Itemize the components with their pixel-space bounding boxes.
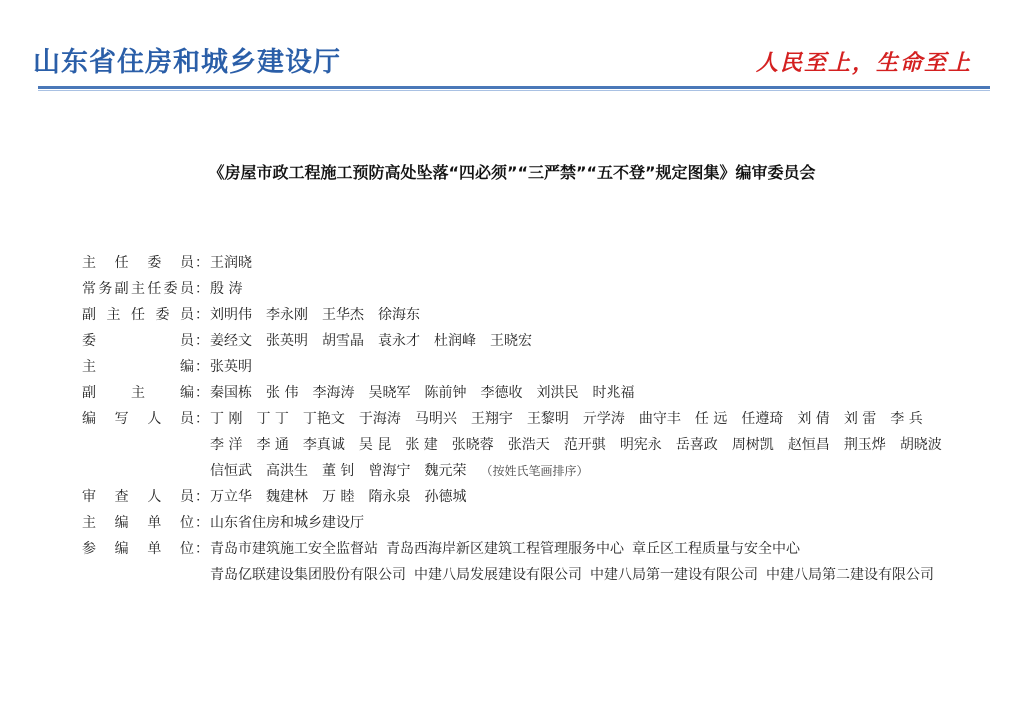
person-name: 刘洪民 [536, 385, 579, 401]
name-list [210, 380, 970, 406]
person-name: 亓学涛 [582, 411, 625, 427]
person-name: 山东省住房和城乡建设厅 [210, 515, 364, 531]
person-name: 赵恒昌 [787, 437, 830, 453]
person-name: 董 钊 [322, 463, 355, 479]
person-name: 张英明 [210, 359, 252, 375]
person-name: 魏元荣 [424, 463, 467, 479]
person-name: 吴 昆 [358, 437, 392, 453]
committee-row [82, 536, 982, 588]
org-title: 山东省住房和城乡建设厅 [33, 47, 341, 78]
committee-row [82, 302, 982, 328]
person-name: 魏建林 [266, 489, 308, 505]
row-label: 主 任 委 员 [82, 255, 194, 271]
person-name: 张晓蓉 [451, 437, 494, 453]
person-name: 李德收 [480, 385, 523, 401]
person-name: 陈前钟 [424, 385, 467, 401]
person-name: 隋永泉 [368, 489, 411, 505]
person-name: 孙德城 [424, 489, 467, 505]
name-list [210, 406, 970, 484]
person-name: 李 通 [256, 437, 289, 453]
person-name: 信恒武 [210, 463, 252, 479]
person-name: 曲守丰 [638, 411, 681, 427]
committee-row [82, 484, 982, 510]
slogan: 人民至上，生命至上 [755, 51, 972, 76]
row-label: 常 务 副 主 任 委 员 [82, 281, 194, 297]
person-name: 丁 丁 [256, 411, 289, 427]
person-name: 王黎明 [526, 411, 569, 427]
row-label: 参 编 单 位 [82, 541, 194, 557]
committee-list [82, 250, 982, 588]
person-name: 王润晓 [210, 255, 252, 271]
row-colon: ： [195, 541, 209, 557]
person-name: 岳喜政 [675, 437, 718, 453]
committee-row [82, 328, 982, 354]
committee-row [82, 250, 982, 276]
person-name: 马明兴 [414, 411, 457, 427]
name-list [210, 354, 970, 380]
row-colon: ： [195, 411, 209, 427]
row-colon: ： [195, 385, 209, 401]
person-name: 秦国栋 [210, 385, 252, 401]
sort-note: （按姓氏笔画排序） [480, 464, 589, 478]
person-name: 刘 倩 [797, 411, 830, 427]
row-colon: ： [195, 333, 209, 349]
person-name: 李 兵 [890, 411, 923, 427]
person-name: 杜润峰 [434, 333, 476, 349]
participating-unit: 青岛市建筑施工安全监督站 [210, 541, 378, 557]
person-name: 张 伟 [266, 385, 299, 401]
name-list [210, 302, 970, 328]
row-label: 主 编 单 位 [82, 515, 194, 531]
person-name: 王翔宇 [470, 411, 513, 427]
person-name: 殷 涛 [210, 281, 243, 297]
person-name: 任 远 [694, 411, 728, 427]
person-name: 张 建 [405, 437, 438, 453]
committee-row [82, 510, 982, 536]
person-name: 袁永才 [378, 333, 420, 349]
row-colon: ： [195, 515, 209, 531]
person-name: 李真诚 [302, 437, 345, 453]
person-name: 范开骐 [563, 437, 606, 453]
unit-list [210, 536, 970, 588]
row-colon: ： [195, 307, 209, 323]
person-name: 丁艳文 [302, 411, 345, 427]
participating-unit: 章丘区工程质量与安全中心 [632, 541, 800, 557]
row-label: 主 编 [82, 359, 194, 375]
person-name: 李 洋 [210, 437, 243, 453]
committee-row [82, 276, 982, 302]
person-name: 丁 刚 [210, 411, 243, 427]
person-name: 时兆福 [592, 385, 635, 401]
person-name: 刘 雷 [843, 411, 877, 427]
row-colon: ： [195, 255, 209, 271]
person-name: 胡雪晶 [322, 333, 364, 349]
person-name: 周树凯 [731, 437, 774, 453]
row-label: 副 主 任 委 员 [82, 307, 194, 323]
person-name: 张英明 [266, 333, 308, 349]
participating-unit: 中建八局第一建设有限公司 [590, 567, 758, 583]
row-label: 审 查 人 员 [82, 489, 194, 505]
committee-row [82, 406, 982, 484]
person-name: 高洪生 [266, 463, 308, 479]
person-name: 于海涛 [358, 411, 401, 427]
person-name: 荆玉烨 [843, 437, 886, 453]
participating-unit: 青岛西海岸新区建筑工程管理服务中心 [386, 541, 624, 557]
committee-row [82, 380, 982, 406]
row-label: 委 员 [82, 333, 194, 349]
person-name: 吴晓军 [368, 385, 411, 401]
row-colon: ： [195, 489, 209, 505]
person-name: 任遵琦 [741, 411, 784, 427]
person-name: 万 睦 [322, 489, 355, 505]
participating-unit: 青岛亿联建设集团股份有限公司 [210, 567, 406, 583]
name-list [210, 510, 970, 536]
name-list [210, 276, 970, 302]
participating-unit: 中建八局发展建设有限公司 [414, 567, 582, 583]
person-name: 王华杰 [322, 307, 364, 323]
name-list [210, 484, 970, 510]
person-name: 李永刚 [266, 307, 308, 323]
row-colon: ： [195, 281, 209, 297]
person-name: 万立华 [210, 489, 252, 505]
person-name: 王晓宏 [490, 333, 532, 349]
row-colon: ： [195, 359, 209, 375]
person-name: 刘明伟 [210, 307, 252, 323]
name-list [210, 250, 970, 276]
person-name: 曾海宁 [368, 463, 411, 479]
header-rule [38, 86, 990, 89]
document-title: 《房屋市政工程施工预防高处坠落“四必须”“三严禁”“五不登”规定图集》编审委员会 [208, 163, 816, 182]
name-list [210, 328, 970, 354]
person-name: 李海涛 [312, 385, 355, 401]
person-name: 徐海东 [378, 307, 420, 323]
row-label: 编 写 人 员 [82, 411, 194, 427]
row-label: 副 主 编 [82, 385, 194, 401]
person-name: 张浩天 [507, 437, 550, 453]
participating-unit: 中建八局第二建设有限公司 [766, 567, 934, 583]
page-header [0, 0, 1024, 100]
person-name: 明宪永 [619, 437, 662, 453]
header-rule-thin [38, 90, 990, 91]
person-name: 胡晓波 [899, 437, 942, 453]
person-name: 姜经文 [210, 333, 252, 349]
committee-row [82, 354, 982, 380]
